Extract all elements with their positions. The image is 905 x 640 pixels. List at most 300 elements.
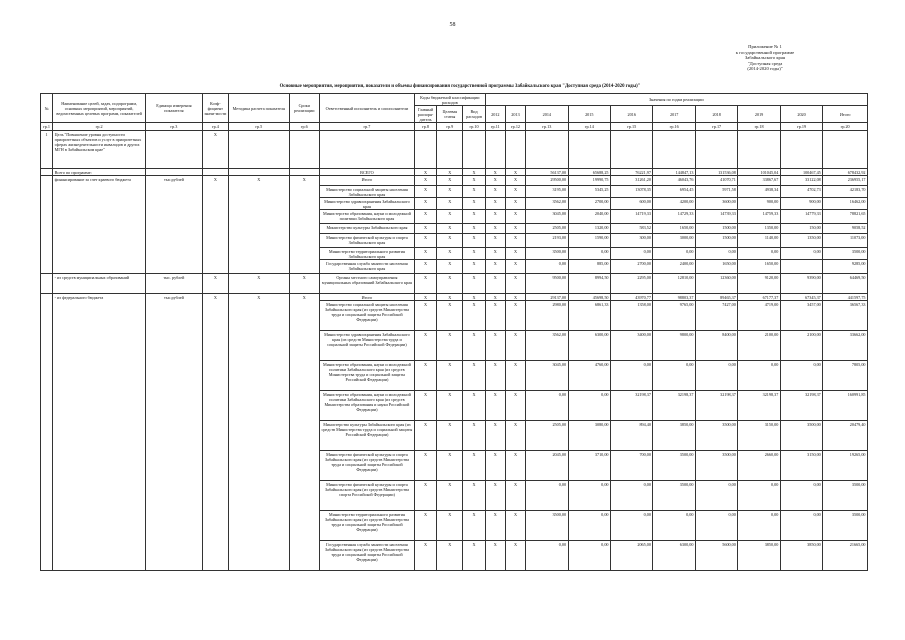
empty-cell [505,131,525,169]
x-cell: Х [437,421,463,451]
x-cell: Х [505,391,525,421]
value-cell: 16462,00 [823,198,868,210]
responsible-cell: Министерство образования, науки и молодежной политики Забайкальского края [319,210,414,224]
x-cell: Х [414,391,436,421]
value-cell: 21665,00 [823,541,868,571]
x-cell: Х [463,169,485,176]
responsible-cell: Итого [319,176,414,186]
appendix-note [690,44,840,72]
header-unit: Единица измерения показателя [146,94,203,123]
value-cell: 0,00 [611,511,653,541]
value-cell: 3850,00 [738,541,780,571]
value-cell: 4702,73 [780,186,822,198]
value-cell: 43970,77 [611,294,653,301]
value-cell: 5971,58 [695,186,737,198]
value-cell: 6954,45 [653,186,695,198]
value-cell: 131536,08 [695,169,737,176]
value-cell: 67177,37 [738,294,780,301]
value-cell: 300,00 [611,234,653,248]
value-cell: 900,00 [780,198,822,210]
value-cell: 12360,00 [695,274,737,294]
column-number: гр.9 [437,123,463,131]
x-cell: Х [228,274,289,294]
value-cell: 0,00 [780,248,822,260]
empty-cell [41,176,53,274]
value-cell: 36567,33 [823,301,868,331]
appendix-line: "Доступная среда [747,60,783,66]
x-cell: Х [414,451,436,481]
empty-cell [780,131,822,169]
value-cell: 2045,00 [526,451,568,481]
x-cell: Х [505,301,525,331]
x-cell: Х [463,248,485,260]
x-cell: Х [414,294,436,301]
empty-cell [526,131,568,169]
unit-cell [146,169,203,176]
value-cell: 583,52 [611,224,653,234]
empty-cell [41,274,53,294]
value-cell: 1320,00 [568,224,610,234]
value-cell: 14739,33 [695,210,737,224]
x-cell: Х [485,421,505,451]
x-cell: Х [437,248,463,260]
goal-number: 1 [41,131,53,169]
x-cell: Х [485,481,505,511]
column-number: гр.11 [485,123,505,131]
x-cell: Х [485,451,505,481]
value-cell: 9120,00 [738,274,780,294]
x-cell: Х [463,541,485,571]
x-cell: Х [463,511,485,541]
responsible-cell: Государственная служба занятости населения Забайкальского края (из средств Министерства труда и социальной защиты Российской Федерации) [319,541,414,571]
header-year: 2012 [485,106,505,123]
header-no: № [41,94,53,123]
value-cell: 0,00 [695,481,737,511]
value-cell [780,260,822,274]
value-cell: 700,00 [611,451,653,481]
header-year: 2016 [611,106,653,123]
goal-row [41,131,868,169]
x-cell: Х [463,294,485,301]
x-cell: Х [505,198,525,210]
responsible-cell: Министерство культуры Забайкальского края [319,224,414,234]
value-cell: 3150,00 [738,421,780,451]
empty-cell [611,131,653,169]
value-cell: 1350,00 [780,234,822,248]
value-cell: 0,00 [695,511,737,541]
value-cell: 900,00 [738,198,780,210]
value-cell: 1500,00 [695,224,737,234]
responsible-cell: Министерство здравоохранения Забайкальского края (из средств Министерства труда и социальной защиты Российской Федерации) [319,331,414,361]
header-method: Методика расчета показателя [228,94,289,123]
value-cell: 33122,08 [780,176,822,186]
x-cell: Х [485,176,505,186]
value-cell: 19265,00 [823,451,868,481]
value-cell: 13078,35 [611,186,653,198]
document-title: Основные мероприятия, мероприятия, показатели и объемы финансирования государственной программы Забайкальского края "Доступная среда (2014-2020 годы)" [279,84,641,89]
value-cell: 1650,00 [695,260,737,274]
x-cell: Х [463,234,485,248]
x-cell [202,169,228,176]
value-cell: 2505,00 [526,421,568,451]
empty-cell [463,131,485,169]
empty-cell [414,131,436,169]
x-cell: Х [228,294,289,571]
value-cell: 3500,00 [653,451,695,481]
appendix-line: (2014-2020 годы)" [747,66,783,72]
column-number: гр.17 [695,123,737,131]
x-cell: Х [505,451,525,481]
value-cell: 2100,00 [780,331,822,361]
value-cell: 65688,25 [568,169,610,176]
value-cell: 0,00 [568,391,610,421]
section-label: финансирование за счет краевого бюджета [53,176,146,274]
federal-row [41,294,868,301]
value-cell: 0,00 [611,481,653,511]
total-row [41,169,868,176]
header-codes: Коды бюджетной классификации расходов [414,94,485,106]
column-number: гр.19 [780,123,822,131]
x-cell: Х [414,331,436,361]
header-code-target: Целевая статья [437,106,463,123]
value-cell: 0,00 [780,361,822,391]
unit-cell: тыс.рублей [146,294,203,571]
header-code-type: Вид расходов [463,106,485,123]
x-cell: Х [463,260,485,274]
value-cell: 1500,00 [695,234,737,248]
header-year: 2019 [738,106,780,123]
value-cell: 2295,00 [611,274,653,294]
value-cell: 4719,00 [738,301,780,331]
x-cell: Х [505,248,525,260]
value-cell: 0,00 [568,248,610,260]
value-cell: 236955,17 [823,176,868,186]
x-cell: Х [463,391,485,421]
responsible-cell: Министерство физической культуры и спорта Забайкальского края (из средств Министерства труда и социальной защиты Российской Федерации) [319,451,414,481]
value-cell: 0,00 [653,511,695,541]
value-cell: 2660,00 [738,451,780,481]
value-cell: 3600,00 [695,198,737,210]
empty-cell [653,131,695,169]
x-cell: Х [414,274,436,294]
x-cell: Х [485,294,505,301]
x-cell: Х [485,361,505,391]
unit-cell: тыс. рублей [146,274,203,294]
header-values: Значения по годам реализации [485,94,867,106]
x-cell: Х [437,511,463,541]
header-year: 2020 [780,106,822,123]
value-cell: 2065,00 [611,541,653,571]
value-cell: 33867,67 [738,176,780,186]
value-cell: 3045,00 [526,210,568,224]
responsible-cell: Министерство социальной защиты населения Забайкальского края [319,186,414,198]
value-cell: 0,00 [526,260,568,274]
header-code-main: Главный распоря-дитель [414,106,436,123]
responsible-cell: Органы местного самоуправления муниципальных образований Забайкальского края [319,274,414,294]
value-cell: 1358,00 [611,301,653,331]
empty-cell [289,131,319,169]
empty-cell [41,169,53,176]
value-cell: 0,00 [611,361,653,391]
value-cell: 1140,00 [738,234,780,248]
x-cell: Х [505,294,525,301]
value-cell: 3500,00 [823,248,868,260]
column-number: гр.18 [738,123,780,131]
value-cell: 678432,92 [823,169,868,176]
responsible-cell: Министерство социальной защиты населения Забайкальского края (из средств Министерства труда и социальной защиты Российской Федерации) [319,301,414,331]
value-cell: 8994,50 [568,274,610,294]
value-cell: 2700,00 [568,198,610,210]
responsible-cell: Министерство территориального развития Забайкальского края (из средств Министерства труда и социальной защиты Российской Федерации) [319,511,414,541]
value-cell: 3400,00 [611,331,653,361]
value-cell: 4200,00 [653,198,695,210]
x-cell: Х [485,198,505,210]
x-cell: Х [505,331,525,361]
value-cell: 89465,37 [695,294,737,301]
value-cell: 0,00 [738,481,780,511]
x-cell: Х [505,260,525,274]
value-cell: 0,00 [780,511,822,541]
appendix-line: Забайкальского края [744,55,786,61]
x-cell: Х [414,481,436,511]
goal-text: Цель "Повышение уровня доступности приоритетных объектов и услуг в приоритетных сферах жизнедеятельности инвалидов и других МГН в Забайкальском крае" [53,131,146,169]
value-cell: 1650,00 [653,224,695,234]
value-cell: 160991,85 [823,391,868,421]
header-year: 2014 [526,106,568,123]
value-cell: 32198,37 [695,391,737,421]
header-year: 2013 [505,106,525,123]
x-cell: Х [202,294,228,571]
x-cell: Х [437,260,463,274]
value-cell: 31261,20 [611,176,653,186]
value-cell: 150,00 [780,224,822,234]
column-number: гр.15 [611,123,653,131]
x-cell: Х [414,210,436,224]
value-cell: 64469,50 [823,274,868,294]
x-cell: Х [463,301,485,331]
value-cell: 0,00 [653,361,695,391]
x-cell: Х [505,169,525,176]
value-cell: 100467,45 [780,169,822,176]
value-cell: 14779,33 [780,210,822,224]
x-cell: Х [289,176,319,274]
x-cell: Х [485,186,505,198]
value-cell: 0,00 [780,481,822,511]
empty-cell [41,294,53,571]
regional-row [41,176,868,186]
value-cell: 11073,00 [823,234,868,248]
value-cell: 8400,00 [695,331,737,361]
x-cell: Х [437,224,463,234]
x-cell: Х [505,234,525,248]
x-cell: Х [437,391,463,421]
value-cell: 12810,00 [653,274,695,294]
x-cell: Х [437,198,463,210]
value-cell: 14729,33 [653,210,695,224]
x-cell: Х [437,186,463,198]
x-cell: Х [485,331,505,361]
x-cell: Х [463,421,485,451]
x-cell: Х [437,176,463,186]
x-cell: Х [437,541,463,571]
value-cell: 6861,33 [568,301,610,331]
x-cell: Х [414,186,436,198]
x-cell: Х [414,421,436,451]
header-name: Наименование целей, задач, подпрограмм, основных мероприятий, мероприятий, ведомственных целевых программ, показателей [53,94,146,123]
x-cell: Х [485,260,505,274]
value-cell: 7805,00 [823,361,868,391]
value-cell: 20479,40 [823,421,868,451]
responsible-cell: Министерство здравоохранения Забайкальского края [319,198,414,210]
value-cell: 3000,00 [653,234,695,248]
x-cell: Х [437,234,463,248]
column-number: гр.1 [41,123,53,131]
x-cell: Х [437,481,463,511]
value-cell: 3500,00 [653,481,695,511]
column-number: гр.12 [505,123,525,131]
value-cell: 9285,00 [823,260,868,274]
x-cell [289,169,319,176]
x-cell: Х [437,274,463,294]
value-cell: 5600,00 [695,541,737,571]
x-cell: Х [485,511,505,541]
value-cell: 0,00 [526,481,568,511]
x-cell: Х [414,234,436,248]
header-responsible: Ответственный исполнитель и соисполнители [319,94,414,123]
x-cell: Х [414,224,436,234]
x-cell: Х [437,331,463,361]
value-cell: 2505,00 [526,224,568,234]
value-cell: 2193,00 [526,234,568,248]
empty-cell [485,131,505,169]
value-cell: 0,00 [568,541,610,571]
x-cell: Х [437,294,463,301]
value-cell: 894,40 [611,421,653,451]
value-cell: 5345,25 [568,186,610,198]
column-number: гр.2 [53,123,146,131]
x-cell: Х [414,541,436,571]
header-year: 2017 [653,106,695,123]
value-cell: 0,00 [695,361,737,391]
appendix-line: Приложение № 1 [748,44,782,49]
section-label: - из средств муниципальных образований [53,274,146,294]
value-cell: 2400,00 [653,260,695,274]
value-cell: 3500,00 [823,481,868,511]
column-number: гр.14 [568,123,610,131]
column-number-row [41,123,868,131]
value-cell: 4938,34 [738,186,780,198]
column-number: гр.16 [653,123,695,131]
value-cell: 3500,00 [695,421,737,451]
value-cell: 2980,00 [526,301,568,331]
value-cell: 42183,70 [823,186,868,198]
x-cell: Х [414,169,436,176]
municipal-row [41,274,868,294]
value-cell: 0,00 [568,511,610,541]
responsible-cell: Министерство культуры Забайкальского края (из средств Министерства труда и социальной защиты Российской Федерации) [319,421,414,451]
value-cell: 9390,00 [780,274,822,294]
x-cell: Х [463,451,485,481]
value-cell: 1590,00 [568,234,610,248]
x-cell: Х [202,176,228,274]
value-cell: 46043,76 [653,176,695,186]
x-cell: Х [463,176,485,186]
value-cell: 3500,00 [780,421,822,451]
x-cell: Х [505,541,525,571]
value-cell: 0,00 [568,481,610,511]
x-cell: Х [485,169,505,176]
x-cell: Х [505,176,525,186]
section-label: - из федерального бюджета [53,294,146,571]
value-cell: 7427,00 [695,301,737,331]
value-cell: 45698,50 [568,294,610,301]
responsible-cell: Министерство образования, науки и молодежной политики Забайкальского края (из средств Министерства образования и науки Российской Федерации) [319,391,414,421]
value-cell: 76221,97 [611,169,653,176]
value-cell: 144847,13 [653,169,695,176]
unit-cell: тыс.рублей [146,176,203,274]
x-cell: Х [414,361,436,391]
value-cell: 3500,00 [823,511,868,541]
x-cell: Х [414,248,436,260]
value-cell: 9800,00 [653,331,695,361]
x-cell: Х [463,361,485,391]
value-cell: 3710,00 [568,451,610,481]
value-cell: 0,00 [695,248,737,260]
value-cell: 3562,00 [526,331,568,361]
x-cell: Х [505,274,525,294]
column-number: гр.4 [202,123,228,131]
x-cell: Х [505,361,525,391]
x-cell: Х [414,260,436,274]
responsible-cell: Министерство образования, науки и молодежной политики Забайкальского края (из средств Министерства труда и социальной защиты Российской Федерации) [319,361,414,391]
value-cell: 32198,37 [780,391,822,421]
x-cell: Х [485,210,505,224]
empty-cell [695,131,737,169]
value-cell: 33662,00 [823,331,868,361]
empty-cell [823,131,868,169]
x-cell: Х [437,169,463,176]
value-cell: 3850,00 [780,541,822,571]
value-cell: 32198,37 [738,391,780,421]
x-cell: Х [485,301,505,331]
x-cell: Х [485,391,505,421]
value-cell: 2040,00 [568,210,610,224]
header-total: Итого [823,106,868,123]
x-cell: Х [463,331,485,361]
x-cell: Х [289,274,319,294]
value-cell: 3500,00 [695,451,737,481]
column-number: гр.20 [823,123,868,131]
value-cell: 29137,00 [526,294,568,301]
value-cell: 9500,00 [526,274,568,294]
responsible-cell: ВСЕГО [319,169,414,176]
header-coef: Коэф-фициент значи-мости [202,94,228,123]
appendix-line: к государственной программе [735,49,795,55]
responsible-cell: Министерство территориального развития Забайкальского края [319,248,414,260]
x-cell: Х [463,274,485,294]
value-cell: 9765,00 [653,301,695,331]
x-cell: Х [463,186,485,198]
x-cell: Х [437,210,463,224]
value-cell: 3080,00 [568,421,610,451]
x-cell: Х [414,176,436,186]
value-cell: 6300,00 [653,541,695,571]
value-cell: 600,00 [611,198,653,210]
x-cell: Х [414,198,436,210]
x-cell: Х [485,274,505,294]
empty-cell [319,131,414,169]
x-cell: Х [505,186,525,198]
